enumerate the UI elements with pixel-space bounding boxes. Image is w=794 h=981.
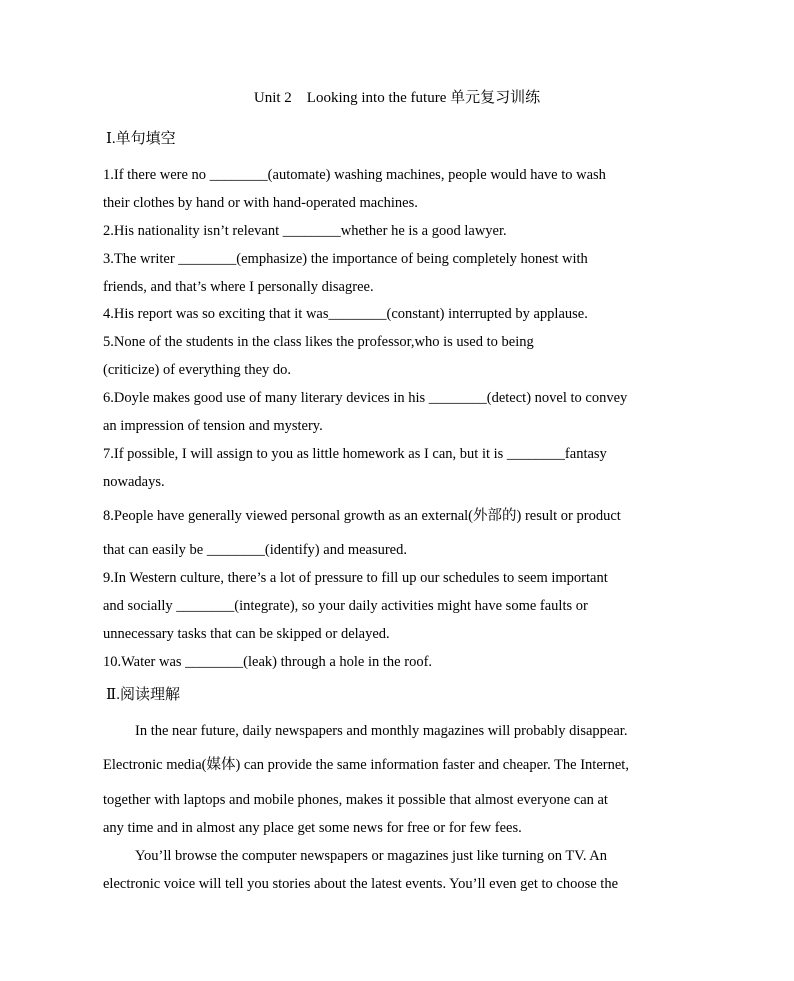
exercise-line: friends, and that’s where I personally disagree. — [103, 279, 374, 295]
exercise-line: 10.Water was ________(leak) through a hole in the roof. — [103, 654, 433, 670]
passage-line: You’ll browse the computer newspapers or magazines just like turning on TV. An — [135, 848, 607, 864]
exercise-line: nowadays. — [103, 474, 165, 490]
exercise-line: 9.In Western culture, there’s a lot of pressure to fill up our schedules to seem important — [103, 570, 608, 586]
exercise-line: 5.None of the students in the class likes the professor,who is used to being — [103, 334, 534, 350]
exercise-line: 8.People have generally viewed personal growth as an external(外部的) result or product — [103, 508, 621, 524]
passage-line: any time and in almost any place get some news for free or for few fees. — [103, 820, 522, 836]
section-heading-reading: Ⅱ.阅读理解 — [106, 687, 180, 703]
exercise-line: and socially ________(integrate), so your daily activities might have some faults or — [103, 598, 588, 614]
exercise-line: 7.If possible, I will assign to you as little homework as I can, but it is ________fantasy — [103, 446, 607, 462]
page-title: Unit 2 Looking into the future 单元复习训练 — [253, 90, 541, 106]
exercise-line: their clothes by hand or with hand-operated machines. — [103, 195, 418, 211]
passage-line: together with laptops and mobile phones, makes it possible that almost everyone can at — [103, 792, 608, 808]
exercise-line: an impression of tension and mystery. — [103, 418, 323, 434]
passage-line: electronic voice will tell you stories about the latest events. You’ll even get to choose the — [103, 876, 619, 892]
exercise-line: that can easily be ________(identify) and measured. — [103, 542, 407, 558]
exercise-line: 2.His nationality isn’t relevant ________whether he is a good lawyer. — [103, 223, 507, 239]
section-heading-fill-blanks: Ⅰ.单句填空 — [106, 131, 176, 147]
exercise-line: 1.If there were no ________(automate) washing machines, people would have to wash — [103, 167, 606, 183]
exercise-line: unnecessary tasks that can be skipped or delayed. — [103, 626, 390, 642]
exercise-line: 3.The writer ________(emphasize) the importance of being completely honest with — [103, 251, 588, 267]
passage-line: Electronic media(媒体) can provide the same information faster and cheaper. The Internet, — [103, 757, 629, 773]
exercise-line: 4.His report was so exciting that it was________(constant) interrupted by applause. — [103, 306, 588, 322]
passage-line: In the near future, daily newspapers and monthly magazines will probably disappear. — [135, 723, 628, 739]
exercise-line: (criticize) of everything they do. — [103, 362, 292, 378]
exercise-line: 6.Doyle makes good use of many literary devices in his ________(detect) novel to convey — [103, 390, 628, 406]
